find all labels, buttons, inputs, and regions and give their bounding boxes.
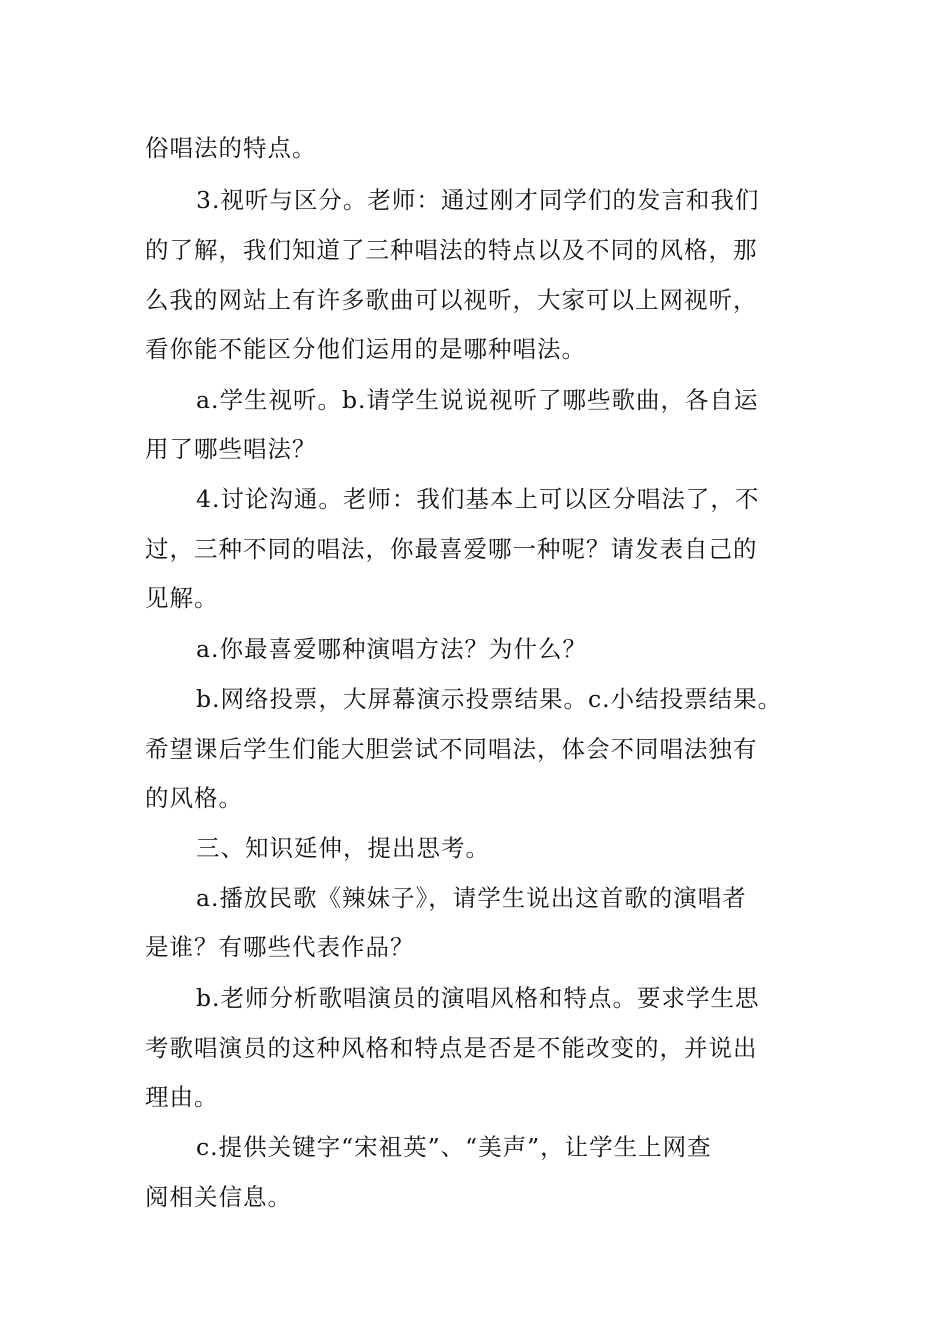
text-line: 考歌唱演员的这种风格和特点是否是不能改变的，并说出 — [145, 1034, 758, 1062]
text-line: 的风格。 — [145, 784, 243, 812]
section-heading: 三、知识延伸，提出思考。 — [196, 834, 490, 862]
text-line: 看你能不能区分他们运用的是哪种唱法。 — [145, 335, 586, 363]
text-line: 4.讨论沟通。老师：我们基本上可以区分唱法了，不 — [196, 485, 760, 513]
text-line: b.老师分析歌唱演员的演唱风格和特点。要求学生思 — [196, 984, 760, 1012]
text-line: 阅相关信息。 — [145, 1183, 292, 1211]
text-line: 俗唱法的特点。 — [145, 134, 317, 162]
text-line: 过，三种不同的唱法，你最喜爱哪一种呢？请发表自己的 — [145, 535, 758, 563]
text-line: 用了哪些唱法？ — [145, 435, 317, 463]
text-line: 3.视听与区分。老师：通过刚才同学们的发言和我们 — [196, 186, 760, 214]
text-line: 是谁？有哪些代表作品？ — [145, 933, 415, 961]
text-line: c.提供关键字“宋祖英”、“美声”，让学生上网查 — [196, 1133, 712, 1161]
text-line: 的了解，我们知道了三种唱法的特点以及不同的风格，那 — [145, 236, 758, 264]
text-line: 希望课后学生们能大胆尝试不同唱法，体会不同唱法独有 — [145, 735, 758, 763]
text-line: 见解。 — [145, 584, 219, 612]
text-line: a.播放民歌《辣妹子》，请学生说出这首歌的演唱者 — [196, 884, 747, 912]
text-line: 理由。 — [145, 1083, 219, 1111]
text-line: a.学生视听。b.请学生说说视听了哪些歌曲，各自运 — [196, 386, 759, 414]
text-line: 么我的网站上有许多歌曲可以视听，大家可以上网视听， — [145, 286, 758, 314]
text-line: a.你最喜爱哪种演唱方法？为什么？ — [196, 635, 587, 663]
text-line: b.网络投票，大屏幕演示投票结果。c.小结投票结果。 — [196, 685, 783, 713]
